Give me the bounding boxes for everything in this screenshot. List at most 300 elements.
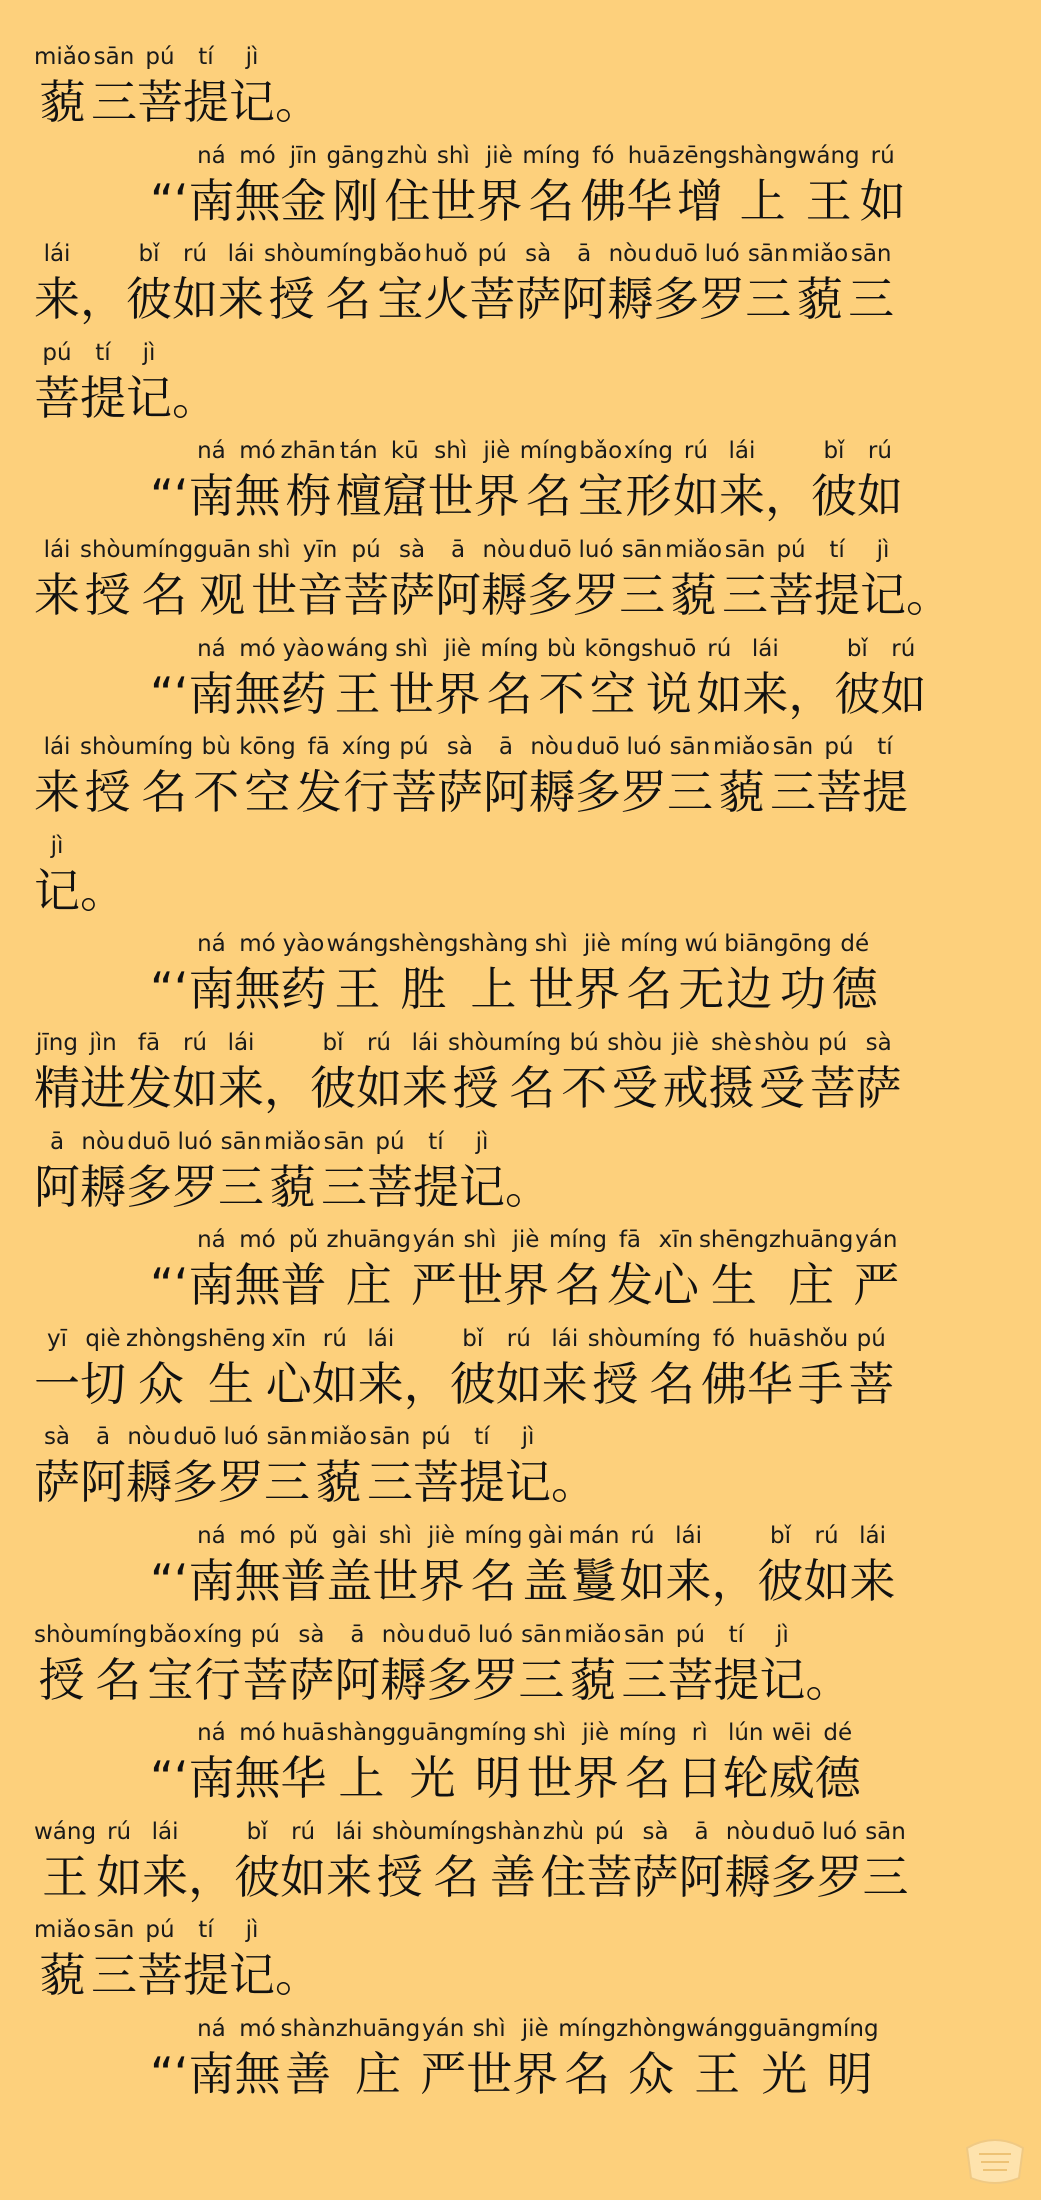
pinyin: jiè [444,636,472,662]
ruby-unit [126,1028,172,1118]
pinyin: gài [527,1523,563,1549]
ruby-unit [621,732,667,822]
ruby-unit [188,2014,234,2104]
hanzi: 如 [856,469,903,523]
ruby-unit [712,1521,758,1611]
pinyin: lái [43,241,71,267]
ruby-unit [573,535,619,625]
ruby-unit [234,141,280,231]
hanzi: 说 [645,667,692,721]
ruby-unit [860,141,906,231]
hanzi: 名 [325,272,372,326]
hanzi: 切 [80,1357,126,1411]
pinyin: ná [197,143,226,169]
ruby-unit [358,1324,404,1414]
ruby-unit [765,436,811,526]
ruby-unit [472,1620,518,1710]
ruby-unit [193,732,239,822]
pinyin: gài [331,1523,367,1549]
hanzi: 提 [458,1455,505,1509]
hanzi: 藐 [718,765,765,819]
hanzi: 宝 [147,1653,194,1707]
ruby-unit [137,42,183,132]
hanzi: 威 [768,1751,815,1805]
ruby-unit [280,1521,326,1611]
hanzi: 发 [126,1061,172,1115]
hanzi: 藐 [569,1653,616,1707]
hanzi: 三 [745,272,792,326]
pinyin: wēi [772,1720,812,1746]
ruby-unit [280,929,326,1019]
hanzi: 如 [696,667,743,721]
pinyin: míng [427,1819,486,1845]
pinyin: jiè [671,1030,699,1056]
hanzi: 世 [430,174,477,228]
ruby-unit [474,436,520,526]
ruby-unit [91,1915,137,2005]
ruby-unit [326,1521,372,1611]
hanzi: 记 [458,1160,505,1214]
ruby-unit [585,634,642,724]
hanzi: 住 [540,1850,587,1904]
pinyin: rú [814,1523,839,1549]
hanzi: 提 [713,1653,760,1707]
hanzi: 名 [470,1554,517,1608]
ruby-unit [196,1324,266,1414]
pinyin: luó [704,241,740,267]
hanzi: 。 [504,1160,551,1214]
ruby-unit [850,1521,896,1611]
ruby-unit [147,1620,193,1710]
hanzi: 德 [831,962,878,1016]
pinyin: sān [669,734,711,760]
pinyin: sān [266,1424,308,1450]
ruby-unit [503,1028,561,1118]
ruby-unit [218,1028,264,1118]
pinyin: yào [282,636,325,662]
text-line [34,732,908,822]
ruby-unit [126,1324,196,1414]
pinyin: rú [291,1819,316,1845]
hanzi: 。 [906,568,953,622]
hanzi: 萨 [632,1850,679,1904]
ruby-unit [234,1718,280,1808]
pinyin: nòu [381,1622,425,1648]
pinyin: shēng [698,1227,769,1253]
hanzi: 多 [770,1850,817,1904]
ruby-unit [234,1521,280,1611]
hanzi: 多 [426,1653,473,1707]
pinyin: fó [592,143,615,169]
pinyin: tí [198,44,214,70]
hanzi: 不 [538,667,585,721]
pinyin: zhòng [126,1326,196,1352]
pinyin: lái [227,1030,255,1056]
pinyin: huǒ [424,241,468,267]
ruby-unit [541,1817,587,1907]
hanzi: 菩 [136,1948,183,2002]
ruby-unit [150,2014,188,2104]
ruby-unit [234,634,280,724]
pinyin: mó [239,1720,276,1746]
hanzi: 名 [141,765,188,819]
hanzi: 阿 [678,1850,725,1904]
text-line [150,634,926,724]
hanzi: 王 [334,962,381,1016]
pinyin: míng [519,438,578,464]
hanzi: 無 [234,469,281,523]
ruby-unit [150,1718,188,1808]
pinyin: ná [197,636,226,662]
ruby-unit [384,141,430,231]
text-line [150,929,878,1019]
pinyin: kū [390,438,419,464]
ruby-unit [621,1620,667,1710]
ruby-unit [686,2014,748,2104]
ruby-unit [619,535,665,625]
pinyin: dé [823,1720,853,1746]
hanzi: 来 [849,1554,896,1608]
hanzi: 彼 [810,469,857,523]
hanzi: 提 [861,765,908,819]
pinyin: pú [42,340,72,366]
pinyin: sān [93,44,135,70]
hanzi: 多 [172,1455,218,1509]
hanzi: 菩 [343,568,390,622]
ruby-unit [816,732,862,822]
pinyin: pǔ [288,1523,319,1549]
pinyin: míng [464,1523,523,1549]
hanzi: 耨 [528,765,575,819]
hanzi: 普 [280,1554,327,1608]
hanzi: 宝 [377,272,424,326]
hanzi: 世 [456,1258,503,1312]
ruby-unit [667,1620,713,1710]
pinyin: sà [446,734,473,760]
hanzi: 藐 [269,1160,316,1214]
ruby-unit [568,1521,619,1611]
ruby-unit [343,535,389,625]
hanzi: 记 [504,1455,551,1509]
pinyin: sān [93,1917,135,1943]
hanzi: 德 [814,1751,861,1805]
hanzi: “‘ [150,1554,189,1608]
ruby-unit [520,436,578,526]
ruby-unit [723,1718,769,1808]
ruby-unit [367,1127,413,1217]
pinyin: ā [350,1622,365,1648]
ruby-unit [666,1521,712,1611]
hanzi: 精 [34,1061,80,1115]
ruby-unit [483,732,529,822]
hanzi: 来 [718,469,765,523]
pinyin: míng [522,143,581,169]
pinyin: wú [684,931,718,957]
ruby-unit [280,634,326,724]
pinyin: shì [463,1227,497,1253]
pinyin: bǎo [148,1622,192,1648]
ruby-unit [34,1915,91,2005]
hanzi: 世 [526,1751,573,1805]
hanzi: 进 [80,1061,126,1115]
hanzi: 南 [188,2047,235,2101]
ruby-unit [396,1718,468,1808]
ruby-unit [791,239,848,329]
hanzi: 三 [619,568,666,622]
ruby-unit [561,1028,607,1118]
ruby-unit [229,1915,275,2005]
pinyin: rú [182,1030,208,1056]
pinyin: zhān [280,438,336,464]
pinyin: míng [89,1622,148,1648]
ruby-unit [853,1225,899,1315]
text-line [34,1422,597,1512]
pinyin: jiè [512,1227,540,1253]
hanzi: 记 [759,1653,806,1707]
ruby-unit [280,436,335,526]
pinyin: sà [525,241,552,267]
pinyin: míng [618,1720,677,1746]
ruby-unit [862,732,908,822]
ruby-unit [89,1620,147,1710]
pinyin: zhù [542,1819,585,1845]
hanzi: 三 [769,765,816,819]
hanzi: 如 [172,1061,218,1115]
ruby-unit [418,1521,464,1611]
hanzi: 音 [297,568,344,622]
ruby-unit [137,1915,183,2005]
ruby-unit [234,1817,280,1907]
hanzi: 世 [466,2047,513,2101]
ruby-unit [699,1225,769,1315]
pinyin: bǎo [579,438,623,464]
ruby-unit [580,141,626,231]
hanzi: 三 [218,1160,264,1214]
ruby-unit [280,1225,326,1315]
pinyin: bǎo [378,241,422,267]
pinyin: jìn [89,1030,117,1056]
ruby-unit [906,535,952,625]
hanzi: 授 [452,1061,499,1115]
ruby-unit [382,436,428,526]
hanzi: 罗 [472,1653,519,1707]
hanzi: 如 [880,667,927,721]
hanzi: 药 [280,667,327,721]
pinyin: nòu [608,241,652,267]
pinyin: pú [250,1622,280,1648]
pinyin: shàng [727,143,798,169]
hanzi: 菩 [242,1653,289,1707]
ruby-unit [804,1521,850,1611]
ruby-unit [319,239,377,329]
ruby-unit [188,1521,234,1611]
hanzi: ， [264,1061,310,1115]
hanzi: 如 [619,1554,666,1608]
pinyin: miǎo [665,537,723,563]
hanzi: 严 [410,1258,457,1312]
pinyin: xíng [623,438,673,464]
ruby-unit [476,141,522,231]
pinyin: shēng [195,1326,266,1352]
hanzi: “‘ [150,469,189,523]
ruby-unit [522,141,580,231]
ruby-unit [188,1225,234,1315]
pinyin: rì [691,1720,708,1746]
pinyin: yán [422,2016,465,2042]
ruby-unit [759,1620,805,1710]
ruby-unit [183,42,229,132]
hanzi: 善 [285,2047,332,2101]
ruby-unit [860,535,906,625]
hanzi: 受 [759,1061,806,1115]
pinyin: wáng [686,2016,749,2042]
ruby-unit [423,239,469,329]
hanzi: 耨 [724,1850,771,1904]
ruby-unit [742,634,788,724]
ruby-unit [126,338,172,428]
ruby-unit [771,1817,817,1907]
pinyin: duō [127,1129,171,1155]
pinyin: tí [829,537,845,563]
ruby-unit [713,732,770,822]
pinyin: lái [335,1819,363,1845]
ruby-unit [264,239,319,329]
hanzi: 来 [34,272,80,326]
ruby-unit [616,2014,686,2104]
pinyin: mó [239,143,276,169]
ruby-unit [754,1028,809,1118]
ruby-unit [469,1718,527,1808]
hanzi: 提 [814,568,861,622]
ruby-unit [80,1422,126,1512]
ruby-unit [459,1127,505,1217]
hanzi: 檀 [335,469,382,523]
ruby-unit [126,1127,172,1217]
ruby-unit [619,1718,677,1808]
pinyin: sà [298,1622,325,1648]
hanzi: 戒 [662,1061,709,1115]
hanzi: 记 [228,75,275,129]
ruby-unit [832,929,878,1019]
pinyin: yào [282,931,325,957]
text-line [34,338,218,428]
pinyin: rú [630,1523,655,1549]
pinyin: pú [856,1326,886,1352]
hanzi: 南 [188,174,235,228]
pinyin: shì [534,931,568,957]
pinyin: biān [724,931,774,957]
hanzi: 名 [433,1850,480,1904]
hanzi: 来 [665,1554,712,1608]
pinyin: pú [477,241,507,267]
ruby-unit [573,1718,619,1808]
ruby-unit [280,1718,326,1808]
pinyin: pú [421,1424,451,1450]
ruby-unit [542,1324,588,1414]
pinyin: qiè [85,1326,121,1352]
hanzi: 世 [251,568,298,622]
ruby-unit [722,535,768,625]
ruby-unit [512,2014,558,2104]
ruby-unit [848,1324,894,1414]
pinyin: miǎo [564,1622,622,1648]
pinyin: shàng [326,1720,397,1746]
ruby-unit [275,42,321,132]
pinyin: sān [772,734,814,760]
hanzi: 阿 [482,765,529,819]
pinyin: jīn [289,143,318,169]
hanzi: 提 [80,371,126,425]
hanzi: 萨 [515,272,562,326]
pinyin: sān [724,537,766,563]
text-line [150,436,903,526]
ruby-unit [672,141,727,231]
ruby-unit [389,929,459,1019]
hanzi: 如 [172,272,218,326]
ruby-unit [150,436,188,526]
pinyin: mó [239,1523,276,1549]
hanzi: 三 [848,272,895,326]
ruby-unit [769,1225,854,1315]
pinyin: shì [395,636,429,662]
ruby-unit [150,929,188,1019]
hanzi: 授 [38,1653,85,1707]
ruby-unit [188,1718,234,1808]
text-line [150,1718,861,1808]
ruby-unit [142,1817,188,1907]
hanzi: 罗 [218,1455,264,1509]
hanzi: 名 [141,568,188,622]
pinyin: sān [621,537,663,563]
pinyin: luó [477,1622,513,1648]
ruby-unit [266,1324,312,1414]
hanzi: 名 [509,1061,556,1115]
pinyin: nòu [530,734,574,760]
hanzi: 萨 [855,1061,902,1115]
hanzi: 刚 [332,174,379,228]
ruby-unit [413,1127,459,1217]
ruby-unit [805,1620,851,1710]
hanzi: 彼 [757,1554,804,1608]
pinyin: rú [366,1030,392,1056]
ruby-unit [624,436,673,526]
pinyin: shì [436,143,470,169]
ruby-unit [728,141,798,231]
hanzi: 無 [234,2047,281,2101]
hanzi: 罗 [620,765,667,819]
text-line [34,239,894,329]
pinyin: rú [870,143,895,169]
hanzi: 来 [541,1357,588,1411]
ruby-unit [34,1817,96,1907]
pinyin: zēng [672,143,728,169]
hanzi: 如 [672,469,719,523]
pinyin: míng [643,1326,701,1352]
pinyin: sà [865,1030,892,1056]
ruby-unit [768,535,814,625]
hanzi: 不 [193,765,240,819]
hanzi: 世 [528,962,575,1016]
pinyin: shòu [607,1030,663,1056]
pinyin: míng [548,1227,607,1253]
ruby-unit [239,732,296,822]
hanzi: 上 [470,962,517,1016]
hanzi: 無 [234,1751,281,1805]
hanzi: 心 [652,1258,699,1312]
hanzi: 普 [280,1258,327,1312]
seal-logo-icon [959,2130,1031,2188]
pinyin: míng [319,241,378,267]
